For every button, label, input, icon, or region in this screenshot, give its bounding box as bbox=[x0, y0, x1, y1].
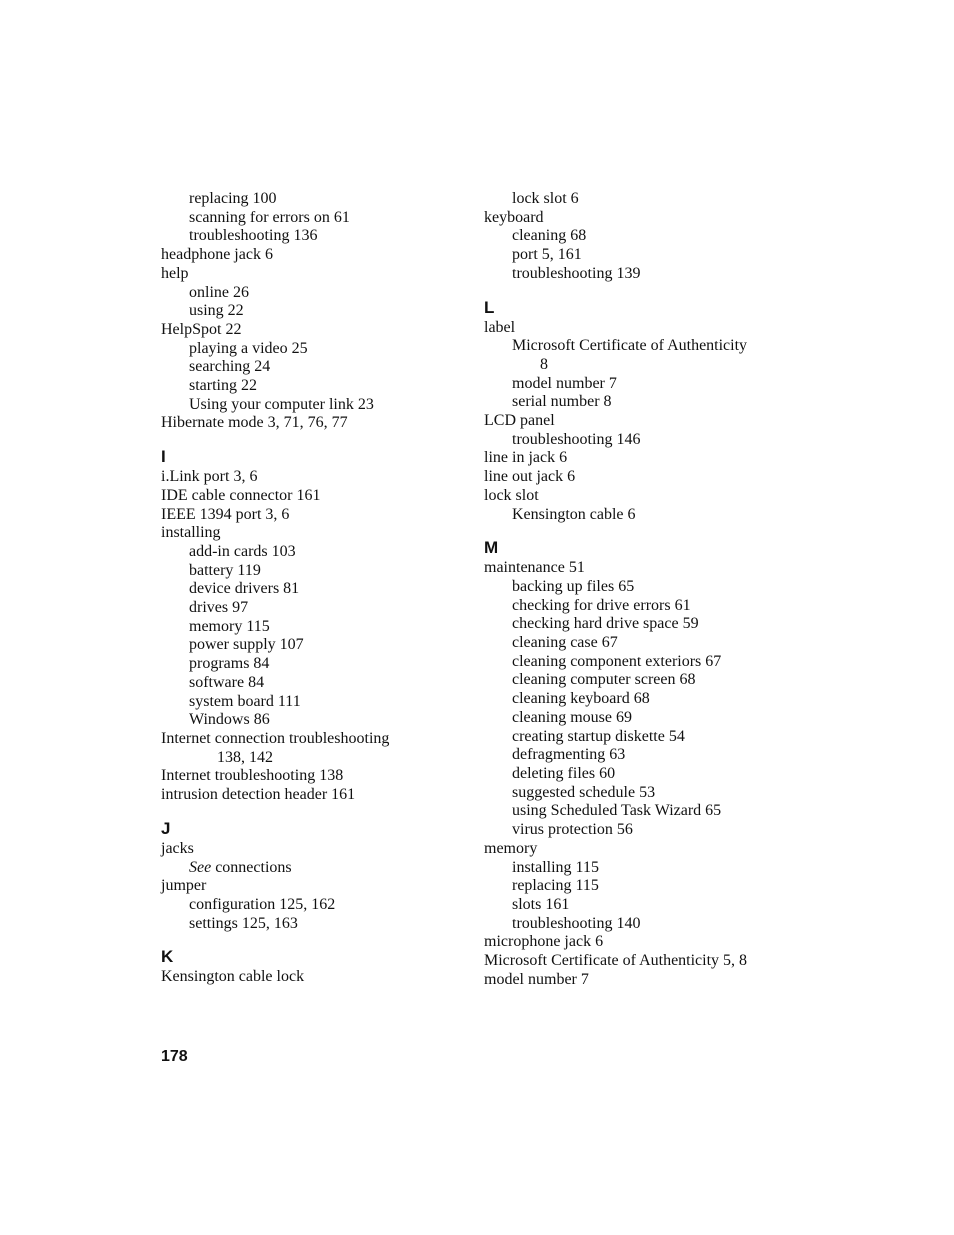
index-subentry: system board 111 bbox=[189, 692, 301, 710]
index-entry: Kensington cable lock bbox=[161, 968, 305, 986]
index-subentry: suggested schedule 53 bbox=[512, 783, 656, 801]
index-group-i bbox=[161, 468, 461, 805]
index-column-right bbox=[484, 190, 784, 989]
index-subentry: cleaning keyboard 68 bbox=[512, 690, 650, 708]
index-column-left bbox=[161, 190, 461, 987]
index-entry: model number 7 bbox=[484, 970, 589, 988]
index-subentry: virus protection 56 bbox=[512, 821, 633, 839]
index-subentry: cleaning 68 bbox=[512, 227, 587, 245]
index-entry: maintenance 51 bbox=[484, 559, 585, 577]
index-entry: HelpSpot 22 bbox=[161, 320, 242, 338]
page-number: 178 bbox=[161, 1048, 188, 1065]
index-entry: jacks bbox=[161, 839, 194, 857]
index-subentry: playing a video 25 bbox=[189, 339, 308, 357]
index-entry: Internet connection troubleshooting bbox=[161, 729, 390, 747]
see-target: connections bbox=[215, 858, 292, 876]
index-subentry: checking hard drive space 59 bbox=[512, 615, 699, 633]
index-subentry: starting 22 bbox=[189, 377, 257, 395]
index-entry: microphone jack 6 bbox=[484, 933, 604, 951]
index-entry: help bbox=[161, 264, 189, 282]
index-subentry: slots 161 bbox=[512, 895, 570, 913]
index-entry: IDE cable connector 161 bbox=[161, 486, 321, 504]
index-entry: line in jack 6 bbox=[484, 449, 568, 467]
index-subentry: Kensington cable 6 bbox=[512, 505, 636, 523]
index-group-k bbox=[161, 968, 461, 987]
index-entry: label bbox=[484, 318, 516, 336]
index-subentry: drives 97 bbox=[189, 599, 249, 617]
section-letter-l: L bbox=[484, 297, 495, 317]
index-group-l bbox=[484, 319, 784, 525]
index-subentry: configuration 125, 162 bbox=[189, 895, 336, 913]
index-subentry: power supply 107 bbox=[189, 636, 304, 654]
index-subentry: Windows 86 bbox=[189, 711, 270, 729]
index-subentry: serial number 8 bbox=[512, 393, 612, 411]
index-group-j bbox=[161, 840, 461, 934]
index-subentry: battery 119 bbox=[189, 561, 261, 579]
index-subentry: cleaning computer screen 68 bbox=[512, 671, 696, 689]
index-subentry: creating startup diskette 54 bbox=[512, 727, 685, 745]
index-subentry: online 26 bbox=[189, 283, 249, 301]
index-subentry: memory 115 bbox=[189, 617, 270, 635]
index-entry: i.Link port 3, 6 bbox=[161, 468, 258, 486]
index-subentry: replacing 115 bbox=[512, 877, 599, 895]
index-entry: Microsoft Certificate of Authenticity 5, 8 bbox=[484, 952, 748, 970]
index-entry: keyboard bbox=[484, 208, 544, 226]
index-subentry: device drivers 81 bbox=[189, 580, 300, 598]
index-entry: IEEE 1394 port 3, 6 bbox=[161, 505, 290, 523]
index-subentry: checking for drive errors 61 bbox=[512, 596, 691, 614]
index-subentry: using Scheduled Task Wizard 65 bbox=[512, 802, 722, 820]
index-subentry: troubleshooting 146 bbox=[512, 430, 641, 448]
index-subentry: lock slot 6 bbox=[512, 190, 579, 207]
index-subentry: installing 115 bbox=[512, 858, 599, 876]
section-letter-j: J bbox=[161, 818, 171, 838]
index-subentry: backing up files 65 bbox=[512, 577, 635, 595]
index-subentry: cleaning component exteriors 67 bbox=[512, 652, 722, 670]
index-subentry: model number 7 bbox=[512, 374, 617, 392]
index-subentry: deleting files 60 bbox=[512, 764, 616, 782]
index-subentry: troubleshooting 139 bbox=[512, 264, 641, 282]
index-entry: intrusion detection header 161 bbox=[161, 786, 356, 804]
index-subentry: add-in cards 103 bbox=[189, 542, 296, 560]
index-entry: LCD panel bbox=[484, 412, 555, 430]
index-subentry: Microsoft Certificate of Authenticity bbox=[512, 337, 748, 355]
index-subentry: settings 125, 163 bbox=[189, 914, 298, 932]
index-subentry: using 22 bbox=[189, 302, 244, 320]
index-subentry: cleaning mouse 69 bbox=[512, 708, 632, 726]
index-entry-continuation: 138, 142 bbox=[217, 748, 273, 766]
index-subentry: Using your computer link 23 bbox=[189, 395, 374, 413]
index-entry: line out jack 6 bbox=[484, 468, 576, 486]
section-letter-k: K bbox=[161, 947, 174, 967]
index-group-continued bbox=[161, 190, 461, 433]
index-subentry: cleaning case 67 bbox=[512, 634, 618, 652]
index-subentry: programs 84 bbox=[189, 655, 270, 673]
index-entry: lock slot bbox=[484, 486, 539, 504]
index-subentry: replacing 100 bbox=[189, 190, 277, 207]
index-entry: jumper bbox=[161, 877, 207, 895]
index-subentry: troubleshooting 136 bbox=[189, 227, 318, 245]
index-entry-continuation: 8 bbox=[540, 355, 548, 373]
section-letter-i: I bbox=[161, 447, 166, 467]
index-entry: Hibernate mode 3, 71, 76, 77 bbox=[161, 414, 348, 432]
index-entry: headphone jack 6 bbox=[161, 246, 273, 264]
see-label: See bbox=[189, 858, 212, 876]
index-entry: Internet troubleshooting 138 bbox=[161, 767, 344, 785]
index-entry: installing bbox=[161, 524, 221, 542]
index-subentry: defragmenting 63 bbox=[512, 746, 626, 764]
index-subentry: port 5, 161 bbox=[512, 246, 582, 264]
index-entry: memory bbox=[484, 839, 538, 857]
index-group-m bbox=[484, 559, 784, 989]
index-subentry: software 84 bbox=[189, 673, 265, 691]
index-entry-see-reference bbox=[161, 859, 461, 878]
index-subentry: troubleshooting 140 bbox=[512, 914, 641, 932]
section-letter-m: M bbox=[484, 538, 499, 558]
index-subentry: scanning for errors on 61 bbox=[189, 208, 350, 226]
index-group-continued bbox=[484, 190, 784, 284]
index-subentry: searching 24 bbox=[189, 358, 271, 376]
